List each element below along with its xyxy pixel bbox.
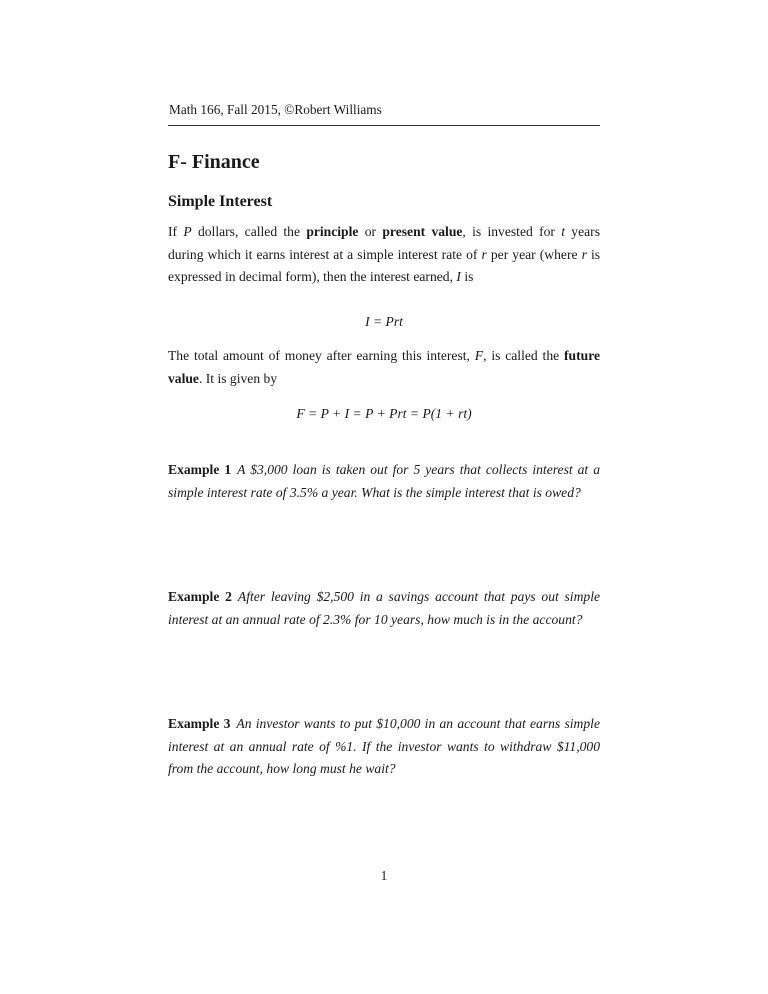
text: dollars, called the bbox=[191, 224, 307, 239]
header-rule bbox=[168, 125, 600, 126]
chapter-title: F- Finance bbox=[168, 151, 260, 173]
term-principle: principle bbox=[306, 224, 359, 239]
running-header: Math 166, Fall 2015, ©Robert Williams bbox=[169, 102, 382, 117]
example-label: Example 1 bbox=[168, 462, 232, 477]
math-var: I bbox=[456, 269, 461, 284]
intro-paragraph bbox=[168, 221, 600, 289]
text: If bbox=[168, 224, 184, 239]
term-future-value: future value bbox=[168, 348, 601, 386]
example-label: Example 2 bbox=[168, 589, 232, 604]
term-present-value: present value bbox=[382, 224, 463, 239]
text: per year (where bbox=[486, 246, 582, 262]
example-text: After leaving $2,500 in a savings account that pays out simple interest at an annual rate of 2.3% for 10 years, how much is in the account? bbox=[168, 589, 600, 627]
example-text: A $3,000 loan is taken out for 5 years that collects interest at a simple interest rate of 3.5% a year. What is the simple interest that is owed? bbox=[168, 462, 600, 500]
future-value-paragraph bbox=[168, 345, 600, 390]
text: or bbox=[358, 224, 383, 239]
math-var: t bbox=[561, 224, 566, 239]
example-text: An investor wants to put $10,000 in an account that earns simple interest at an annual rate of %1. If the investor wants to withdraw $11,000 from the account, how long must he wait? bbox=[168, 716, 600, 776]
example-2 bbox=[168, 586, 600, 631]
math-var: r bbox=[481, 246, 487, 262]
math-var: F bbox=[474, 348, 484, 363]
equation-interest: I = Prt bbox=[365, 314, 403, 329]
example-1 bbox=[168, 459, 600, 504]
text: , is called the bbox=[483, 348, 565, 363]
text: . It is given by bbox=[198, 370, 278, 386]
text: , is invested for bbox=[462, 224, 562, 239]
example-3 bbox=[168, 713, 600, 781]
text: is expressed in decimal form), then the interest earned, bbox=[168, 246, 601, 284]
math-var: P bbox=[183, 224, 192, 239]
math-var: r bbox=[581, 246, 587, 262]
section-heading: Simple Interest bbox=[168, 193, 273, 210]
equation-future-value: F = P + I = P + Prt = P(1 + rt) bbox=[296, 406, 472, 421]
text: The total amount of money after earning this interest, bbox=[168, 348, 475, 363]
example-label: Example 3 bbox=[168, 716, 231, 731]
text: is bbox=[460, 269, 474, 284]
page-number: 1 bbox=[380, 868, 388, 883]
text: years during which it earns interest at a simple interest rate of bbox=[168, 224, 600, 262]
